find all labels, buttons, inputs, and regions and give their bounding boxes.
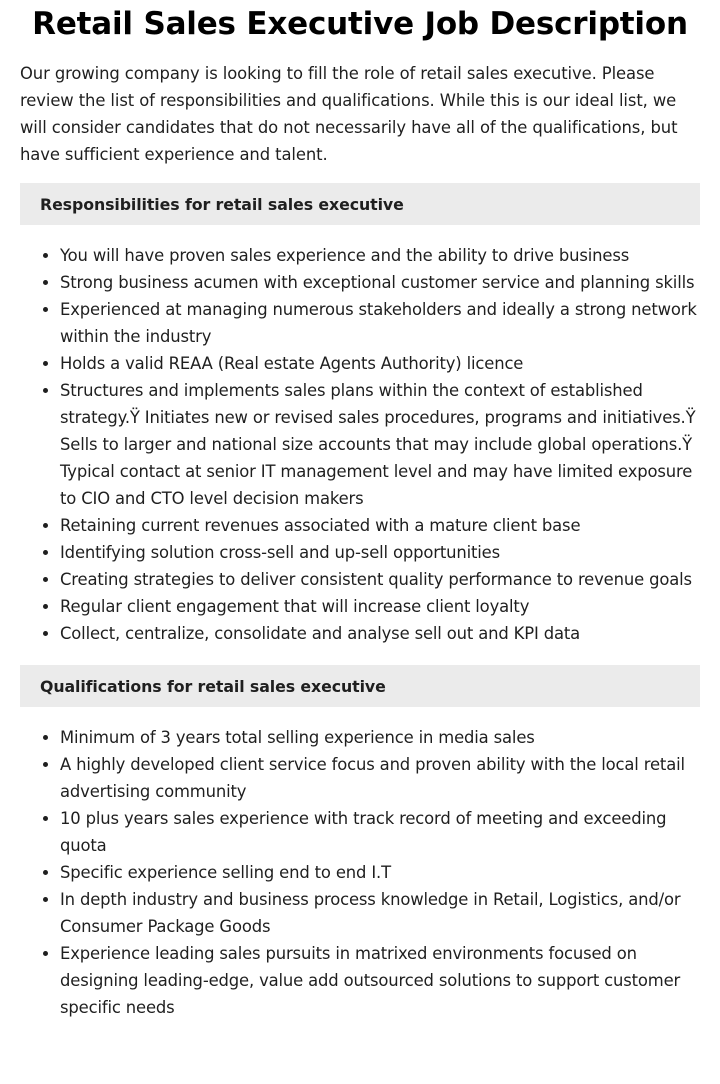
list-item: • A highly developed client service focus and proven ability with the local retail advertising community	[60, 751, 700, 805]
list-item: • Strong business acumen with exceptional customer service and planning skills	[60, 269, 700, 296]
list-item: • Experienced at managing numerous stakeholders and ideally a strong network within the industry	[60, 296, 700, 350]
qualifications-list	[20, 724, 700, 1021]
page-title: Retail Sales Executive Job Description	[32, 6, 688, 42]
list-item: • Creating strategies to deliver consistent quality performance to revenue goals	[60, 566, 700, 593]
qualifications-header: Qualifications for retail sales executive	[20, 665, 700, 707]
list-item: • You will have proven sales experience and the ability to drive business	[60, 242, 700, 269]
list-item: • Structures and implements sales plans within the context of established strategy.Ÿ Initiates new or revised sales procedures, programs and initiatives.Ÿ Sells to larger and national size accounts that may include global operations.Ÿ Typical contact at senior IT management level and may have limited exposure to CIO and CTO level decision makers	[60, 377, 700, 512]
intro-paragraph: Our growing company is looking to fill the role of retail sales executive. Please review the list of responsibilities and qualifications. While this is our ideal list, we will consider candidates that do not necessarily have all of the qualifications, but have sufficient experience and talent.	[20, 64, 678, 164]
list-item: • Experience leading sales pursuits in matrixed environments focused on designing leading-edge, value add outsourced solutions to support customer specific needs	[60, 940, 700, 1021]
list-item: • Retaining current revenues associated with a mature client base	[60, 512, 700, 539]
list-item: • Minimum of 3 years total selling experience in media sales	[60, 724, 700, 751]
list-item: • Specific experience selling end to end I.T	[60, 859, 700, 886]
list-item: • 10 plus years sales experience with track record of meeting and exceeding quota	[60, 805, 700, 859]
list-item: • Holds a valid REAA (Real estate Agents Authority) licence	[60, 350, 700, 377]
responsibilities-header: Responsibilities for retail sales executive	[20, 183, 700, 225]
list-item: • Identifying solution cross-sell and up-sell opportunities	[60, 539, 700, 566]
list-item: • In depth industry and business process knowledge in Retail, Logistics, and/or Consumer Package Goods	[60, 886, 700, 940]
list-item: • Regular client engagement that will increase client loyalty	[60, 593, 700, 620]
responsibilities-list	[20, 242, 700, 647]
list-item: • Collect, centralize, consolidate and analyse sell out and KPI data	[60, 620, 700, 647]
